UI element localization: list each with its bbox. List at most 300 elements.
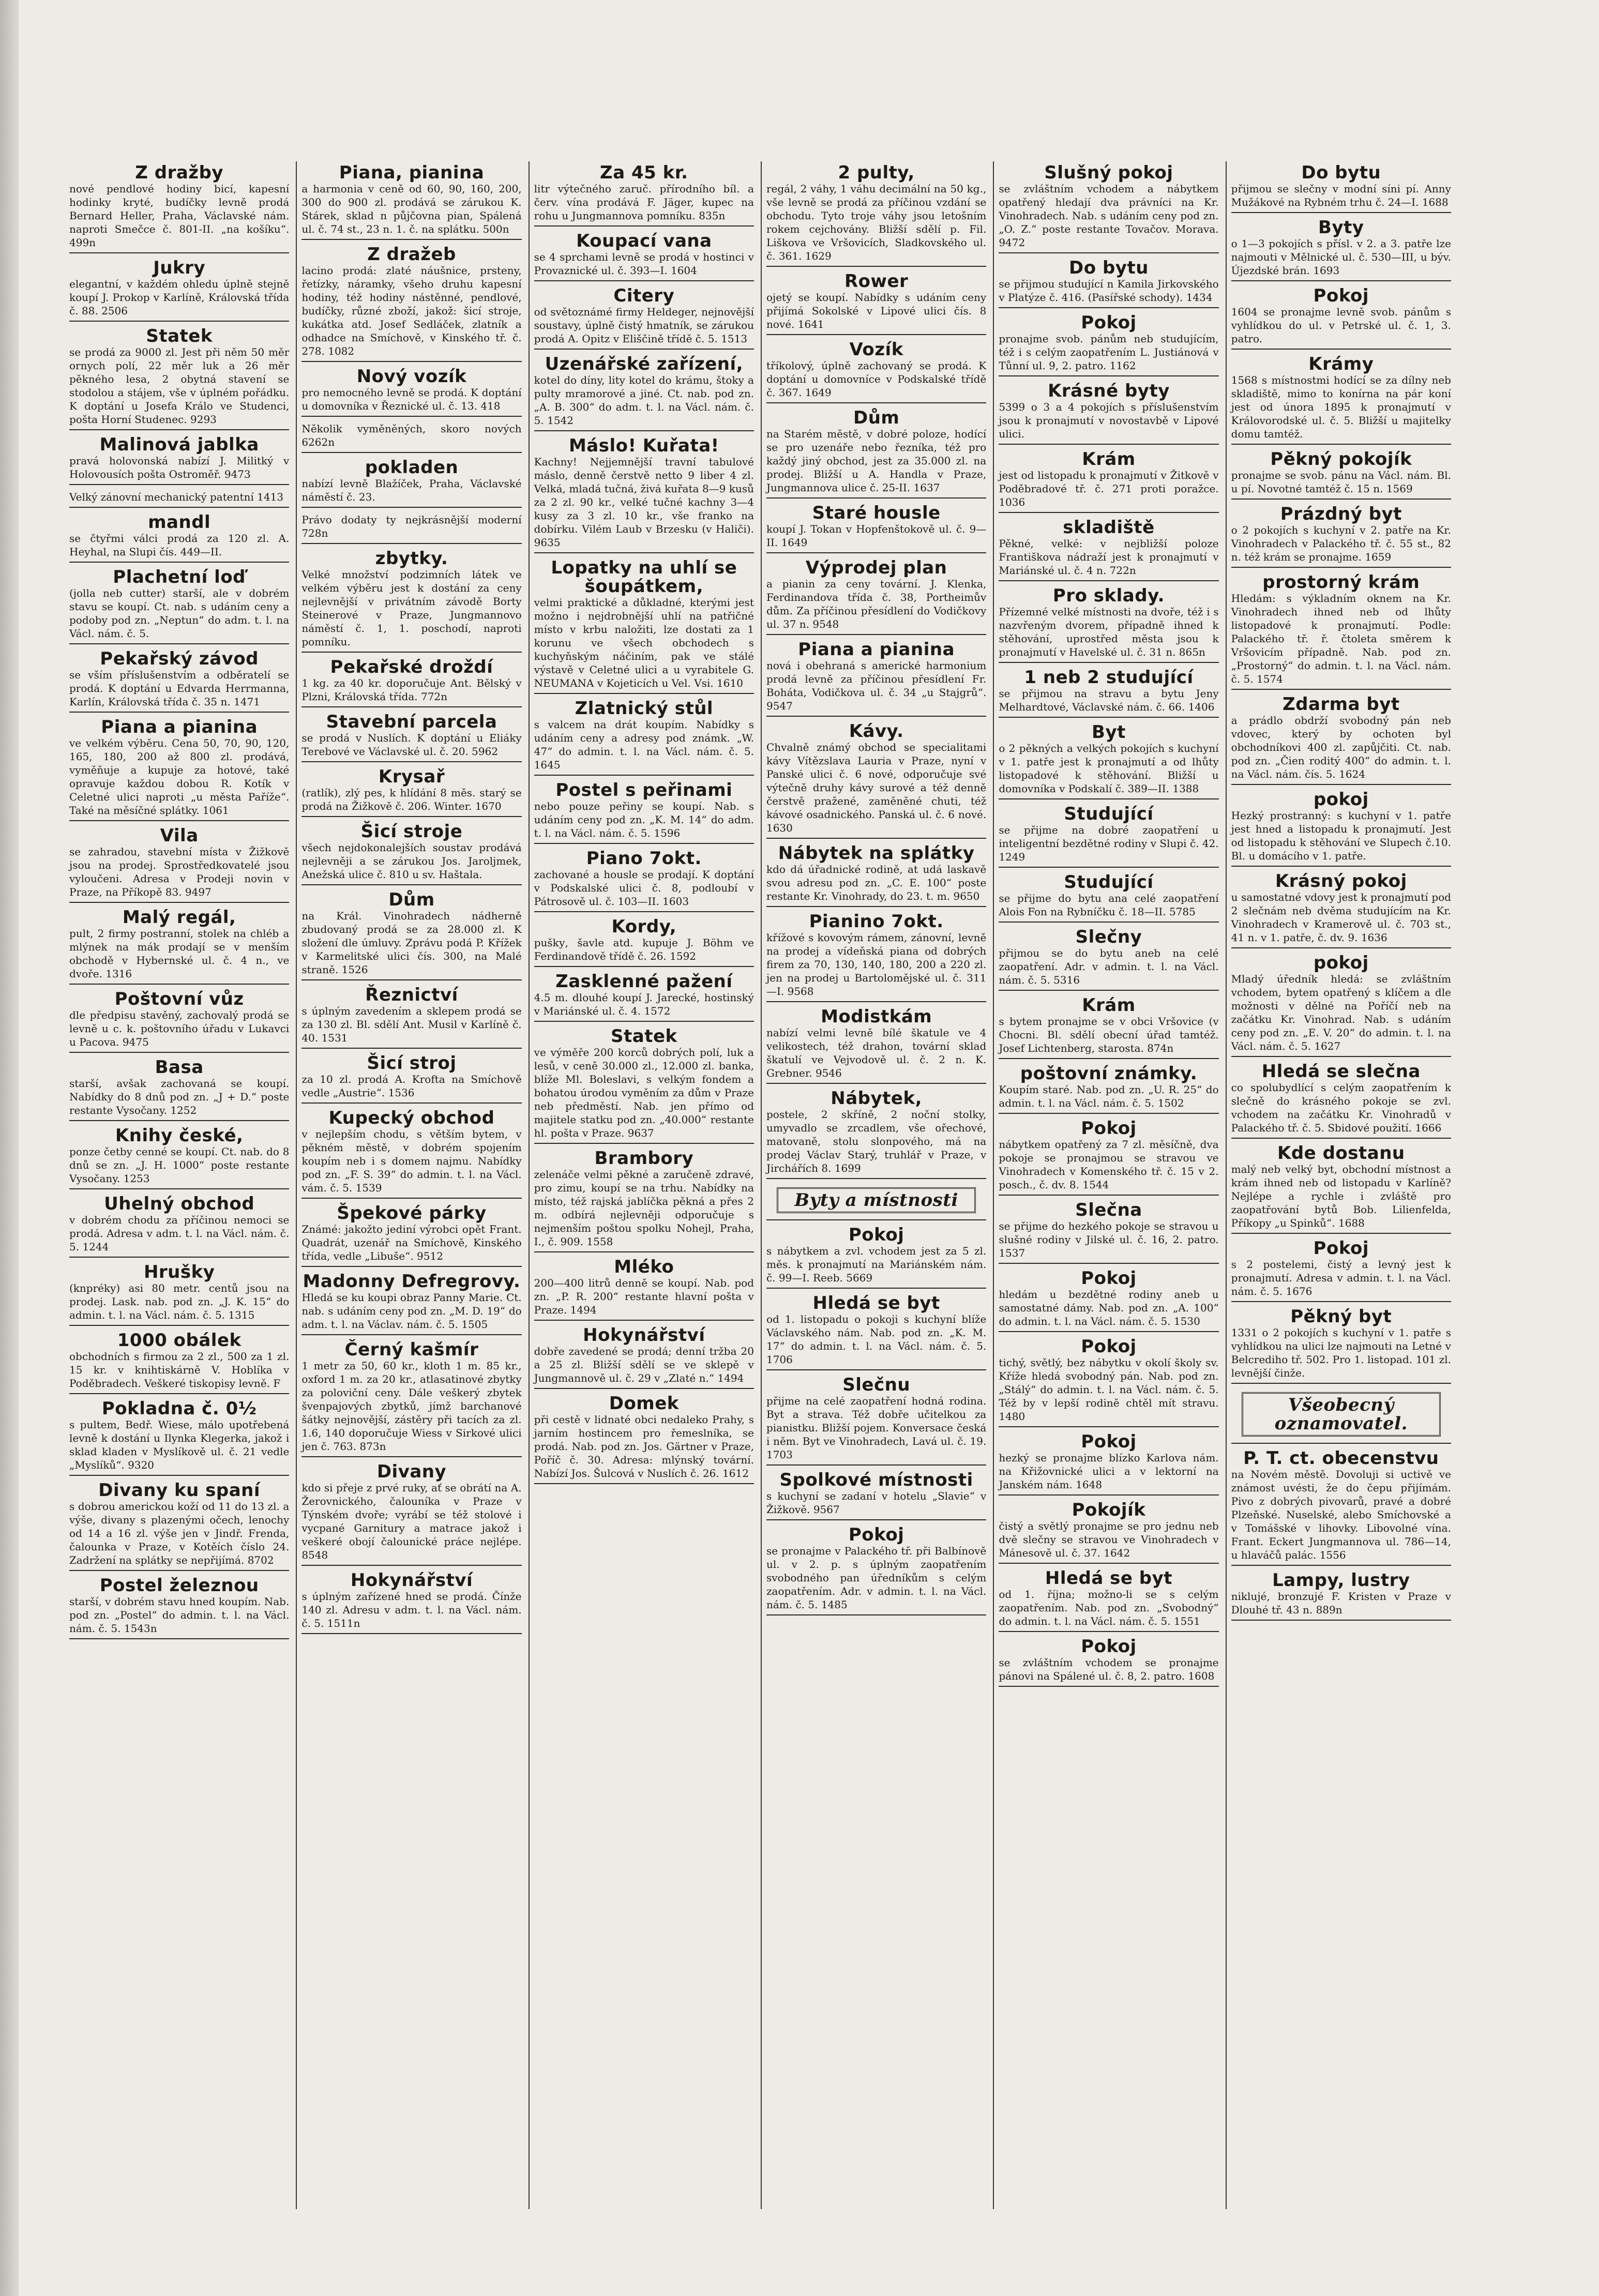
- ad-body: (jolla neb cutter) starší, ale v dobrém stavu se koupí. Ct. nab. s udáním ceny a podoby pod zn. „Neptun“ do adm. t. l. na Václ. nám. č. 5.: [69, 587, 290, 640]
- classified-ad: [301, 1338, 521, 1457]
- ad-title: Studující: [1064, 872, 1154, 893]
- classified-ad: [766, 1087, 986, 1179]
- ad-body: se přijmou na stravu a bytu Jeny Melhardtové, Václavské nám. č. 66. 1406: [999, 687, 1219, 713]
- column-4: [761, 161, 991, 2209]
- classified-ad: [534, 915, 754, 967]
- classified-ad: [766, 1373, 986, 1466]
- ad-title: Byty a místnosti: [777, 1187, 976, 1213]
- ad-title: Kde dostanu: [1277, 1143, 1405, 1164]
- classified-ad: [766, 1005, 986, 1084]
- classified-ad: [69, 1574, 289, 1639]
- ad-title: Slečny: [1075, 927, 1142, 947]
- column-3: [529, 161, 759, 2209]
- ad-title: Pianino 7okt.: [809, 911, 944, 932]
- ad-body: v dobrém chodu za příčinou nemoci se prodá. Adresa v adm. t. l. na Václ. nám. č. 5. 1244: [69, 1214, 290, 1253]
- classified-ad: [534, 230, 754, 281]
- ad-body: (knpréky) asi 80 metr. centů jsou na prodej. Lask. nab. pod zn. „J. K. 15“ do admin. t. l. na Václ. nám. č. 5. 1315: [69, 1282, 290, 1321]
- ad-body: se vším příslušenstvím a odběratelí se prodá. K doptání u Edvarda Herrmanna, Karlín, Královská třída č. 35 n. 1471: [69, 669, 290, 708]
- ad-body: na Novém městě. Dovoluji si uctivě ve známost uvésti, že do čepu přijímám. Pivo z dobrých pivovarů, pravé a dobré Plzeňské. Nuselské, alebo Smíchovské a v Tomášské v lihovky. Libovolné vína. Frant. Eckert Jungmannova ul. 786—14, u hlaváčů palác. 1556: [1231, 1468, 1451, 1561]
- ad-body: dle předpisu stavěný, zachovalý prodá se levně u c. k. poštovního úřadu v Lukavci u Pacova. 9475: [69, 1009, 290, 1048]
- classified-ad: [534, 353, 754, 431]
- ad-title: Slušný pokoj: [1044, 162, 1173, 183]
- classified-ad: [1231, 1237, 1451, 1302]
- ad-title: Pekařský závod: [100, 648, 259, 669]
- ad-body: puškу, šavle atd. kupuje J. Böhm ve Ferdinandově třídě č. 26. 1592: [534, 936, 754, 962]
- ad-title: Lampy, lustry: [1272, 1570, 1410, 1591]
- ad-body: Kachny! Nejjemnější travní tabulové máslo, denně čerstvě netto 9 liber 4 zl. Velká, mladá tučná, živá kuřata 8—9 kusů za 2 zl. 90 kr., velké tučné kachny 3—4 kusy za 3 zl. 10 kr., vše franko na dobírku. Vilém Laub v Brzesku (v Haliči). 9635: [534, 456, 754, 549]
- ad-title: Za 45 kr.: [600, 162, 688, 183]
- ad-title: skladiště: [1063, 517, 1155, 538]
- classified-ad: [1231, 1569, 1451, 1621]
- column-6: [1226, 161, 1456, 2209]
- ad-title: Piana a pianina: [101, 717, 258, 737]
- ad-title: Byty: [1318, 217, 1364, 238]
- classified-ad: [301, 984, 521, 1049]
- ad-title: Krám: [1082, 995, 1136, 1016]
- page-binding-edge: [0, 0, 19, 2296]
- ad-body: od 1. listopadu o pokoji s kuchyní blíže Václavského nám. Nab. pod zn. „K. M. 17“ do admin. t. l. na Václ. nám. č. 5. 1706: [766, 1313, 987, 1366]
- ad-title: Hokynářství: [350, 1570, 473, 1591]
- classified-ad: [999, 1117, 1218, 1196]
- classified-ad: [766, 338, 986, 403]
- ad-title: 1 neb 2 studující: [1024, 667, 1194, 688]
- classified-ad: [69, 647, 289, 713]
- ad-title: Špekové párky: [337, 1203, 487, 1223]
- ad-body: Hledá se ku koupi obraz Panny Marie. Ct. nab. s udáním ceny pod zn. „M. D. 19“ do adm. t. l. na Václav. nám. č. 5. 1505: [301, 1291, 522, 1331]
- ad-body: s dobrou americkou koží od 11 do 13 zl. a výše, divany s plazenými očech, lenochy od 14 a 16 zl. výše jen v Jindř. Frenda, čalounka v Praze, v Kotěích číslo 24. Zadržení na splátky se nepřijímá. 8702: [69, 1500, 290, 1566]
- classified-ad: [69, 566, 289, 644]
- classified-ad: [301, 711, 521, 762]
- classified-ad: [69, 161, 289, 253]
- ad-body: se zvláštním vchodem a nábytkem opatřený hledají dva právníci na Kr. Vinohradech. Nab. s udáním ceny pod zn. „O. Z.“ poste restante Tovačov. Morava. 9472: [999, 183, 1219, 249]
- ad-title: prostorný krám: [1262, 572, 1420, 593]
- column-2: [296, 161, 526, 2209]
- ad-body: s úplným zařízené hned se prodá. Čínže 140 zl. Adresu v adm. t. l. na Václ. nám. č. 5. 1511n: [301, 1590, 522, 1629]
- ad-title: Malinová jablka: [99, 434, 259, 455]
- ad-body: s bytem pronajme se v obci Vršovice (v Chocni. Bl. sdělí obecní úřad tamtéž. Josef Lichtenberg, starosta. 874n: [999, 1015, 1219, 1054]
- column-1: [65, 161, 294, 2209]
- ad-title: Hledá se byt: [1045, 1568, 1173, 1589]
- ad-title: Dům: [853, 407, 900, 428]
- ad-title: Uhelný obchod: [104, 1194, 255, 1214]
- ad-title: zbytky.: [375, 548, 448, 569]
- classified-ad: [69, 488, 289, 508]
- ad-title: Řeznictví: [365, 985, 458, 1005]
- ad-body: tichý, světlý, bez nábytku v okolí školy sv. Kříže hledá svobodný pán. Nab. pod zn. „Stálý“ do admin. t. l. na Václ. nám. č. 5. Též by v lepší rodině chtěl mít stravu. 1480: [999, 1356, 1219, 1423]
- ad-title: Piana, pianina: [339, 162, 485, 183]
- ad-body: od 1. října; možno-li se s celým zaopatřením. Nab. pod zn. „Svobodný“ do admin. t. l. na Václ. nám. č. 5. 1551: [999, 1588, 1219, 1627]
- ad-body: ve velkém výběru. Cena 50, 70, 90, 120, 165, 180, 200 až 800 zl. prodává, vyměňuje a kupuje za hotové, také opravuje každou dobou R. Kotík v Celetné ulici naproti „u města Paříže“. Také na měsíčné splátky. 1061: [69, 737, 290, 817]
- ad-body: 1604 se pronajme levně svob. pánům s vyhlídkou do ul. v Petrské ul. č. 1, 3. patro.: [1231, 306, 1451, 345]
- ad-title: Hledá se slečna: [1261, 1061, 1421, 1082]
- classified-ad: [999, 803, 1218, 868]
- ad-title: Piana a pianina: [798, 639, 955, 660]
- ad-title: Pokoj: [848, 1524, 904, 1545]
- classified-ad: [766, 556, 986, 635]
- classified-ad: [999, 1267, 1218, 1332]
- ad-title: Citery: [613, 285, 675, 306]
- ad-body: Právo dodaty ty nejkrásnější moderní 728n: [301, 513, 522, 539]
- ad-title: Krásný pokoj: [1275, 871, 1407, 892]
- ad-body: ojetý se koupí. Nabídky s udáním ceny přijímá Sokolské v Lipové ulici čís. 8 nové. 1641: [766, 291, 987, 330]
- classified-ad: [999, 1499, 1218, 1564]
- ad-body: a pianin za ceny tovární. J. Klenka, Ferdinandova třída č. 38, Portheimův dům. Za příčinou přesídlení do Vodičkovy ul. 37 n. 9548: [766, 578, 987, 630]
- ad-title: Stavební parcela: [326, 712, 497, 732]
- ad-body: pravá holovonská nabízí J. Militký v Holovousích pošta Ostroměř. 9473: [69, 455, 290, 480]
- classified-ad: [766, 270, 986, 335]
- ad-title: P. T. ct. obecenstvu: [1243, 1448, 1439, 1469]
- ad-title: Šicí stroj: [367, 1053, 457, 1074]
- ad-body: se přijme na dobré zaopatření u inteligentní bezdětné rodiny v Slupi č. 42. 1249: [999, 824, 1219, 863]
- ad-body: přijme na celé zaopatření hodná rodina. Byt a strava. Též dobře učitelkou za pianistku. Bližší pojem. Konversace česká i něm. Byt ve Vinohradech, Lavá ul. č. 19. 1703: [766, 1395, 987, 1461]
- ad-body: tříkolový, úplně zachovaný se prodá. K doptání u domovníce v Podskalské třídě č. 367. 1649: [766, 359, 987, 399]
- ad-title: Kordy,: [611, 916, 677, 937]
- ad-body: 200—400 litrů denně se koupí. Nab. pod zn. „P. R. 200“ restante hlavní pošta v Praze. 1494: [534, 1277, 754, 1316]
- classified-ad: [999, 1335, 1218, 1427]
- ad-title: Staré housle: [812, 503, 941, 523]
- classified-ad: [766, 910, 986, 1002]
- ad-body: s pultem, Bedř. Wiese, málo upotřebená levně k dostání u Ilynka Klegerka, jakož i sklad kladen v Myslíkově ul. č. 21 vedle „Myslíků“. 9320: [69, 1418, 290, 1471]
- ad-title: Pokojík: [1072, 1500, 1146, 1520]
- classified-ad: [301, 511, 521, 544]
- ad-body: se čtyřmi válci prodá za 120 zl. A. Heyhal, na Slupi čís. 449—II.: [69, 532, 290, 558]
- ad-title: Lopatky na uhlí se šoupátkem,: [551, 557, 737, 597]
- ad-title: Rower: [844, 271, 909, 292]
- classified-ad: [999, 584, 1218, 663]
- classified-ad: [534, 1256, 754, 1321]
- ad-title: Vozík: [849, 339, 903, 360]
- ad-body: litr výtečného zaruč. přírodního bíl. a červ. vína prodává F. Jäger, kupec na rohu u Jungmannova pomníku. 835n: [534, 183, 754, 222]
- ad-title: Z dražeb: [367, 244, 456, 265]
- classified-ad: [999, 311, 1218, 376]
- ad-body: se zvláštním vchodem se pronajme pánovi na Spálené ul. č. 8, 2. patro. 1608: [999, 1656, 1219, 1682]
- ad-body: se 4 sprchami levně se prodá v hostinci v Provaznické ul. č. 393—I. 1604: [534, 251, 754, 277]
- ad-body: nábytkem opatřený za 7 zl. měsíčně, dva pokoje se pronajmou se stravou ve Vinohradech v Komenského tř. č. 15 v 2. posch., č. dv. 8. 1544: [999, 1138, 1219, 1191]
- ad-body: niklujé, bronzujé F. Kristen v Praze v Dlouhé tř. 43 n. 889n: [1231, 1590, 1451, 1616]
- classified-ad: [534, 970, 754, 1022]
- ad-title: Krám: [1082, 449, 1136, 470]
- ad-body: s nábytkem a zvl. vchodem jest za 5 zl. měs. k pronajmutí na Mariánském nám. č. 99—I. Reeb. 5669: [766, 1245, 987, 1284]
- ad-body: se zahradou, stavební místa v Žižkově jsou na prodej. Sprostředkovatelé jsou vyloučeni. Adresa v Prodeji novin v Praze, na Příkopě 83. 9497: [69, 845, 290, 898]
- ad-body: s kuchyní se zadaní v hotelu „Slavie“ v Žižkově. 9567: [766, 1490, 987, 1516]
- ad-title: Studující: [1064, 804, 1154, 824]
- ad-title: Nový vozík: [356, 366, 467, 387]
- classified-ad: [766, 502, 986, 553]
- ad-title: Pěkný pokojík: [1270, 449, 1412, 470]
- classified-ad: [301, 656, 521, 707]
- ad-body: o 2 pěkných a velkých pokojích s kuchyní v 1. patře jest k pronajmutí a od lhůty listopadové k stěhování. Bližší u domovníka v Podskalí č. 389—II. 1388: [999, 742, 1219, 795]
- ad-title: Hokynářství: [583, 1325, 705, 1346]
- ad-title: pokoj: [1313, 953, 1369, 973]
- ad-body: kdo dá úřadnické rodině, at udá laskavě svou adresu pod zn. „C. E. 100“ poste restante Kr. Vinohrady, do 23. t. m. 9650: [766, 863, 987, 902]
- classified-ad: [999, 994, 1218, 1059]
- ad-body: v nejlepším chodu, s větším bytem, v pěkném městě, v dobrém spojením koupím neb i s domem najmu. Nabídky pod zn. „F. S. 39“ do admin. t. l. na Václ. vám. č. 5. 1539: [301, 1128, 522, 1194]
- classified-ad: [1231, 161, 1451, 213]
- classified-ad: [301, 243, 521, 362]
- classified-ad: [301, 420, 521, 453]
- ad-body: hezký se pronajme blízko Karlova nám. na Křižovnické ulici a v lektorní na Janském nám. 1648: [999, 1452, 1219, 1491]
- ad-title: Všeobecný oznamovatel.: [1242, 1392, 1441, 1437]
- ad-title: Vila: [160, 825, 199, 846]
- ad-body: se přijme do hezkého pokoje se stravou u slušné rodiny v Jilské ul. č. 16, 2. patro. 1537: [999, 1220, 1219, 1259]
- ad-body: Přízemné velké místnosti na dvoře, též i s nazvřeným dvorem, případně ihned k stěhování, uprostřed města jsou k pronajmutí v Havelské ul. č. 31 n. 865n: [999, 606, 1219, 658]
- classified-ad: [534, 847, 754, 912]
- ad-title: Basa: [155, 1057, 204, 1078]
- classified-ad: [301, 1052, 521, 1104]
- classified-ad: [69, 988, 289, 1053]
- ad-title: Postel s peřinami: [555, 780, 733, 800]
- classified-ad: [766, 161, 986, 267]
- ad-title: pokoj: [1313, 789, 1369, 810]
- ad-body: na Král. Vinohradech nádherně zbudovaný prodá se za 28.000 zl. K složení dle úmluvy. Zprávu podá P. Křížek v Karmelitské ulici čís. 300, na Malé straně. 1526: [301, 910, 522, 976]
- ad-body: pro nemocného levně se prodá. K doptání u domovníka v Řeznické ul. č. 13. 418: [301, 386, 522, 412]
- ad-body: starší, v dobrém stavu hned koupím. Nab. pod zn. „Postel“ do admin. t. l. na Václ. nám. č. 5. 1543n: [69, 1595, 290, 1635]
- ad-body: nabízí levně Blažíček, Praha, Václavské náměstí č. 23.: [301, 477, 522, 503]
- ad-title: Byt: [1092, 722, 1126, 743]
- ad-body: Hezký prostranný: s kuchyní v 1. patře jest hned a listopadu k pronajmutí. Jest od listopadu k stěhování ve Slupech č.10. Bl. u domácího v 1. patře.: [1231, 809, 1451, 862]
- ad-title: Postel železnou: [99, 1575, 259, 1596]
- ad-body: na Starém městě, v dobré poloze, hodící se pro uzenáře nebo řezníka, též pro každý jiný obchod, jest za 35.000 zl. na prodej. Bližší u A. Handla v Praze, Jungmannova ulice č. 25-II. 1637: [766, 428, 987, 494]
- classified-ad: [301, 888, 521, 980]
- ad-title: Zasklenné pažení: [555, 971, 733, 992]
- ad-title: Kávy.: [849, 721, 904, 742]
- classified-ad: [301, 1270, 521, 1335]
- classified-ad: [766, 720, 986, 839]
- classified-ad: [1231, 571, 1451, 690]
- ad-title: Uzenářské zařízení,: [545, 354, 744, 374]
- classified-ad: [69, 325, 289, 430]
- classified-ad: [1231, 1060, 1451, 1139]
- ad-title: Pokoj: [1081, 1636, 1137, 1657]
- ad-body: lacino prodá: zlaté náušnice, prsteny, řetízky, náramky, všeho druhu kapesní hodiny, též hodiny nástěnné, pendlové, budíčky, různé zboží, jakož: šicí stroje, kukátka atd. Josef Sedláček, zlatník a odhadce na Smíchově, v Kinského tř. č. 278. 1082: [301, 264, 522, 357]
- classified-ad: [999, 161, 1218, 253]
- classified-ad: [1231, 951, 1451, 1057]
- classified-ad: [69, 906, 289, 985]
- ad-title: Slečna: [1075, 1200, 1142, 1220]
- classified-ad: [301, 820, 521, 885]
- classified-ad: [1231, 284, 1451, 350]
- ad-title: Koupací vana: [576, 231, 712, 251]
- ad-title: Domek: [609, 1393, 679, 1414]
- ad-title: Kupecký obchod: [328, 1108, 495, 1128]
- ad-title: Modistkám: [821, 1006, 932, 1027]
- classified-ad: [1231, 1142, 1451, 1234]
- ad-title: Máslo! Kuřata!: [568, 435, 719, 456]
- ad-title: Mléko: [614, 1257, 674, 1277]
- ad-title: Zdarma byt: [1282, 694, 1400, 715]
- ad-body: Velké množství podzimních látek ve velkém výběru jest k dostání za ceny nejlevnější v privátním závodě Borty Steinerové v Praze, Jungmannovo náměstí č. 1, 1. poschodí, naproti pomníku.: [301, 568, 522, 648]
- section-heading: [1231, 1387, 1451, 1444]
- ad-body: 1331 o 2 pokojích s kuchyní v 1. patře s vyhlídkou na ulici lze najmouti na Letné v Belcrediho tř. 502. Pro 1. listopad. 101 zl. levnější činže.: [1231, 1326, 1451, 1379]
- ad-body: za 10 zl. prodá A. Krofta na Smíchově vedle „Austrie“. 1536: [301, 1073, 522, 1099]
- ad-body: se prodá v Nuslích. K doptání u Eliáky Terebové ve Václavské ul. č. 20. 5962: [301, 732, 522, 758]
- ad-body: všech nejdokonalejších soustav prodává nejlevněji a se zárukou Jos. Jaroljmek, Anežská ulice č. 810 u sv. Haštala.: [301, 841, 522, 881]
- ad-body: 5399 o 3 a 4 pokojích s příslušenstvím jsou k pronajmutí v novostavbě v Lipové ulici.: [999, 401, 1219, 440]
- ad-title: Pěkný byt: [1290, 1306, 1392, 1327]
- ad-title: Poštovní vůz: [114, 989, 244, 1009]
- ad-title: 1000 obálek: [117, 1330, 242, 1351]
- ad-title: Do bytu: [1069, 258, 1149, 278]
- classified-ad: [69, 1479, 289, 1571]
- classified-ad: [1231, 1447, 1451, 1566]
- ad-body: zelenáče velmi pěkné a zaručeně zdravé, pro zimu, koupí se na trhu. Nabídky na místo, též rajská jablíčka pěkná a přes 2 m. odbírá nejlevněji odporučuje s nejmenším poštou spolku Nohejl, Praha, I., č. 909. 1558: [534, 1168, 754, 1248]
- classified-ad: [301, 1569, 521, 1634]
- ad-body: obchodních s firmou za 2 zl., 500 za 1 zl. 15 kr. v knihtiskárně V. Hoblíka v Poděbradech. Veškeré tiskopisy levně. F: [69, 1350, 290, 1389]
- ad-body: kdo si přeje z prvé ruky, ať se obrátí na A. Žerovnického, čalouníka v Praze v Týnském dvoře; vyrábí se též stolové i vycpané Garnitury a matrace jakož i veškeré obojí čalounické práce nejlépe. 8548: [301, 1482, 522, 1561]
- classified-ad: [1231, 788, 1451, 867]
- classified-ad: [69, 1397, 289, 1476]
- ad-title: Prázdný byt: [1280, 504, 1402, 524]
- ad-body: pronajme svob. pánům neb studujícím, též i s celým zaopatřením L. Justiánová v Tůnní ul. 9, 2. patro. 1162: [999, 333, 1219, 372]
- ad-title: Malý regál,: [122, 907, 236, 928]
- ad-body: dobře zavedené se prodá; denní tržba 20 a 25 zl. Bližší sdělí se ve sklepě v Jungmannově ul. č. 29 v „Zlaté n.“ 1494: [534, 1345, 754, 1384]
- ad-title: Jukry: [153, 258, 206, 278]
- ad-body: elegantní, v každém ohledu úplně stejně koupí J. Prokop v Karlíně, Královská třída č. 88. 2506: [69, 278, 290, 317]
- classified-ad: [999, 1430, 1218, 1496]
- classified-ad: [766, 638, 986, 717]
- classified-ad: [301, 1202, 521, 1267]
- classified-ad: [69, 433, 289, 485]
- ad-body: o 2 pokojích s kuchyní v 2. patře na Kr. Vinohradech v Palackého tř. č. 55 st., 82 n. též krám se pronajme. 1659: [1231, 524, 1451, 563]
- classified-ad: [766, 1292, 986, 1370]
- classified-ad: [999, 1199, 1218, 1264]
- ad-body: pronajme se svob. pánu na Václ. nám. Bl. u pí. Novotné tamtéž č. 15 n. 1569: [1231, 469, 1451, 495]
- ad-body: nové pendlové hodiny bicí, kapesní hodinky kryté, budíčky levně prodá Bernard Heller, Praha, Václavské nám. naproti Smečce č. 801-II. „na košíku“. 499n: [69, 183, 290, 249]
- ad-title: poštovní známky.: [1020, 1063, 1198, 1084]
- ad-title: Spolkové místnosti: [779, 1470, 973, 1490]
- ad-title: Z dražby: [135, 162, 224, 183]
- ad-title: Brambory: [594, 1148, 694, 1169]
- ad-body: nebo pouze peřiny se koupí. Nab. s udáním ceny pod zn. „K. M. 14“ do adm. t. l. na Václ. nám. č. 5. 1596: [534, 800, 754, 839]
- ad-title: Plachetní loď: [113, 567, 246, 587]
- ad-title: Hledá se byt: [812, 1293, 940, 1313]
- classified-ad: [301, 1107, 521, 1199]
- ad-title: Pro sklady.: [1052, 585, 1165, 606]
- ad-title: Divany: [376, 1461, 447, 1482]
- classified-ad: [999, 448, 1218, 513]
- ad-title: Pokoj: [1081, 1268, 1137, 1289]
- ad-body: Pěkné, velké: v nejbližší poloze Františkova nádraží jest k pronajmutí v Mariánské ul. č. 4 n. 722n: [999, 537, 1219, 577]
- classified-ad: [999, 666, 1218, 718]
- ad-title: 2 pulty,: [838, 162, 915, 183]
- ad-title: Výprodej plan: [805, 557, 947, 578]
- ad-title: Do bytu: [1301, 162, 1381, 183]
- ad-title: Pekařské droždí: [330, 657, 493, 677]
- ad-body: starší, avšak zachovaná se koupí. Nabídky do 8 dnů pod zn. „J + D.“ poste restante Vysočany. 1252: [69, 1077, 290, 1116]
- ad-body: pult, 2 firmy postranní, stolek na chléb a mlýnek na mák prodají se v menším obchodě v Hybernské ul. č. 4 n., ve dvoře. 1316: [69, 927, 290, 980]
- ad-body: Hledám: s výkladním oknem na Kr. Vinohradech ihned neb od lhůty listopadové k pronajmutí. Podle: Palackého tř. ř. čtoleta směrem k Vršovicím případně. Nab. pod zn. „Prostorný“ do admin. t. l. na Václ. nám. č. 5. 1574: [1231, 592, 1451, 685]
- classified-ad: [534, 161, 754, 226]
- classified-ad: [999, 380, 1218, 445]
- ad-title: Šicí stroje: [360, 821, 463, 842]
- classified-ad: [766, 1469, 986, 1520]
- ad-body: malý neb velký byt, obchodní místnost a krám ihned neb od listopadu v Karlíně? Nejlépe a rychle i zvláště pro zaopatřování bytů Bob. Lilienfelda, Příkopy „u Spinků“. 1688: [1231, 1163, 1451, 1229]
- ad-body: nabízí velmi levně bílé škatule ve 4 velikostech, též drahon, tovární sklad škatulí ve Vejvodově ul. č. 2 n. K. Grebner. 9546: [766, 1026, 987, 1079]
- classified-ad: [766, 406, 986, 499]
- classified-ad: [534, 1025, 754, 1144]
- ad-body: ve výměře 200 korců dobrých polí, luk a lesů, v ceně 30.000 zl., 12.000 zl. banka, blíže Ml. Boleslavi, s velkým fondem a bohatou úrodou vyměním za dům v Praze neb předměstí. Nab. jen přímo od majitele statku pod zn. „40.000“ restante hl. pošta v Praze. 9637: [534, 1046, 754, 1139]
- classified-ad: [1231, 1305, 1451, 1384]
- classified-ad: [534, 556, 754, 694]
- classified-ad: [301, 365, 521, 417]
- ad-title: Statek: [146, 326, 213, 346]
- ad-body: Několik vyměněných, skoro nových 6262n: [301, 422, 522, 448]
- ad-title: Madonny Defregrovy.: [303, 1271, 521, 1292]
- classified-ad: [1231, 448, 1451, 500]
- ad-body: 1568 s místnostmi hodící se za dílny neb skladiště, mimo to konírna na pár koní jest od února 1895 k pronajmutí v Královorodské ul. č. 5. Bližší u majitelky domu tamtéž.: [1231, 374, 1451, 440]
- classified-ad: [534, 1147, 754, 1252]
- classified-ad: [1231, 693, 1451, 785]
- ad-body: se přijmou studující n Kamila Jirkovského v Platýze č. 416. (Pasířské schody). 1434: [999, 278, 1219, 304]
- classified-ad: [1231, 216, 1451, 281]
- ad-body: a harmonia v ceně od 60, 90, 160, 200, 300 do 900 zl. prodává se zárukou K. Stárek, sklad n půjčovna pian, Spálená ul. č. 74 st., 23 n. 1. č. na splátku. 500n: [301, 183, 522, 235]
- ad-body: kotel do díny, lity kotel do krámu, štoky a pulty mramorové a jiné. Ct. nab. pod zn. „A. B. 300“ do adm. t. l. na Václ. nám. č. 5. 1542: [534, 374, 754, 427]
- ad-body: regál, 2 váhy, 1 váhu decimální na 50 kg., vše levně se prodá za příčinou vzdání se obchodu. Tyto troje váhy jsou letošním rokem cejchovány. Bližší sdělí p. Fil. Liškova ve Vršovicích, Sladkovského ul. č. 361. 1629: [766, 183, 987, 262]
- ad-body: jest od listopadu k pronajmutí v Žitkově v Poděbradové tř. č. 271 proti poražce. 1036: [999, 469, 1219, 508]
- classified-ad: [534, 1392, 754, 1484]
- ad-title: pokladen: [365, 457, 459, 478]
- ad-body: nová i obehraná s americké harmonium prodá levně za příčinou přesídlení Fr. Boháta, Vodičkova ul. č. 34 „u Stajgrů“. 9547: [766, 659, 987, 712]
- ad-title: Krásné byty: [1048, 381, 1170, 401]
- ad-body: 4.5 m. dlouhé koupí J. Jarecké, hostinský v Mariánské ul. č. 4. 1572: [534, 991, 754, 1017]
- ad-title: Pokladna č. 0½: [101, 1398, 257, 1419]
- classified-ad: [766, 1223, 986, 1289]
- classified-ad: [999, 256, 1218, 308]
- ad-body: a prádlo obdrží svobodný pán neb vdovec, který by ochoten byl obchodníkovi 400 zl. zapůjčiti. Ct. nab. pod zn. „Čien roditý 400“ do admin. t. l. na Václ. nám. čís. 5. 1624: [1231, 714, 1451, 780]
- ad-title: Slečnu: [842, 1374, 911, 1395]
- classified-ad: [534, 434, 754, 553]
- ad-title: Zlatnický stůl: [575, 698, 714, 719]
- ad-title: Dům: [388, 889, 435, 910]
- ad-title: Krysař: [378, 766, 445, 787]
- ad-title: Pokoj: [1081, 1118, 1137, 1139]
- ad-title: Nábytek,: [831, 1088, 923, 1109]
- classified-ad: [766, 842, 986, 907]
- ad-title: Černý kašmír: [344, 1339, 479, 1360]
- ad-body: čistý a světlý pronajme se pro jednu neb dvě slečny se stravou ve Vinohradech v Mánesově ul. č. 37. 1642: [999, 1520, 1219, 1559]
- ad-body: s úplným zavedením a sklepem prodá se za 130 zl. Bl. sdělí Ant. Musil v Karlíně č. 40. 1531: [301, 1005, 522, 1044]
- classified-ad: [999, 926, 1218, 991]
- classified-ad: [301, 765, 521, 817]
- ad-body: velmi praktické a důkladné, kterými jest možno i nejdrobnější uhlí na patřičné místo v krbu naložiti, lze dostati za 1 korunu ve všech obchodech s kuchyňským náčiním, pak ve stálé výstavě v Celetné ulici a u vyrabitele G. NEUMANA v Kojeticích u Vel. Vsi. 1610: [534, 596, 754, 689]
- ad-body: při cestě v lidnaté obci nedaleko Prahy, s jarním hostincem pro řemeslníka, se prodá. Nab. pod zn. Jos. Gärtner v Praze, Poříč č. 30. Adresa: mlýnský tovární. Nabízí Jos. Šulcová v Nuslích č. 26. 1612: [534, 1413, 754, 1479]
- section-heading: [766, 1182, 986, 1220]
- ad-body: s 2 postelemi, čistý a levný jest k pronajmutí. Adresa v admin. t. l. na Václ. nám. č. 5. 1676: [1231, 1258, 1451, 1297]
- classified-ad: [999, 871, 1218, 923]
- ad-title: Pokoj: [1081, 1336, 1137, 1357]
- ad-body: Koupím staré. Nab. pod zn. „U. R. 25“ do admin. t. l. na Václ. nám. č. 5. 1502: [999, 1083, 1219, 1109]
- ad-body: Velký zánovní mechanický patentní 1413: [69, 491, 284, 503]
- classified-ad: [999, 1635, 1218, 1687]
- classified-ad: [69, 511, 289, 563]
- ad-body: u samostatné vdovy jest k pronajmutí pod 2 slečnám neb dvěma studujícím na Kr. Vinohradech v Kramerově ul. č. 703 st., 41 n. v 1. patře, č. dv. 9. 1636: [1231, 891, 1451, 944]
- classified-ad: [999, 516, 1218, 581]
- classified-ad: [534, 1324, 754, 1389]
- ad-body: Mladý úředník hledá: se zvláštním vchodem, bytem opatřený s klíčem a dle možnosti v dělné na Poříčí neb na začátku Kr. Vinohrad. Nab. s udáním ceny pod zn. „E. V. 20“ do admin. t. l. na Václ. nám. č. 5. 1627: [1231, 973, 1451, 1052]
- classified-ad: [69, 1192, 289, 1258]
- ad-body: Známé: jakožto jediní výrobci opět Frant. Quadrát, uzenář na Smíchově, Kinského třída, vedle „Libuše“. 9512: [301, 1223, 522, 1262]
- classified-ad: [999, 721, 1218, 799]
- classified-ad: [301, 161, 521, 240]
- ad-body: přijmou se slečny v modní síni pí. Anny Mužákové na Rybném trhu č. 24—I. 1688: [1231, 183, 1451, 208]
- classified-ad: [301, 547, 521, 653]
- ad-body: s valcem na drát koupím. Nabídky s udáním ceny a adresy pod známk. „W. 47“ do admin. t. l. na Václ. nám. č. 5. 1645: [534, 718, 754, 771]
- ad-title: Piano 7okt.: [586, 848, 702, 869]
- classified-ad: [69, 1056, 289, 1121]
- ad-body: se přijme do bytu ana celé zaopatření Alois Fon na Rybníčku č. 18—II. 5785: [999, 892, 1219, 918]
- classified-ad: [69, 1261, 289, 1326]
- classified-ad: [1231, 870, 1451, 948]
